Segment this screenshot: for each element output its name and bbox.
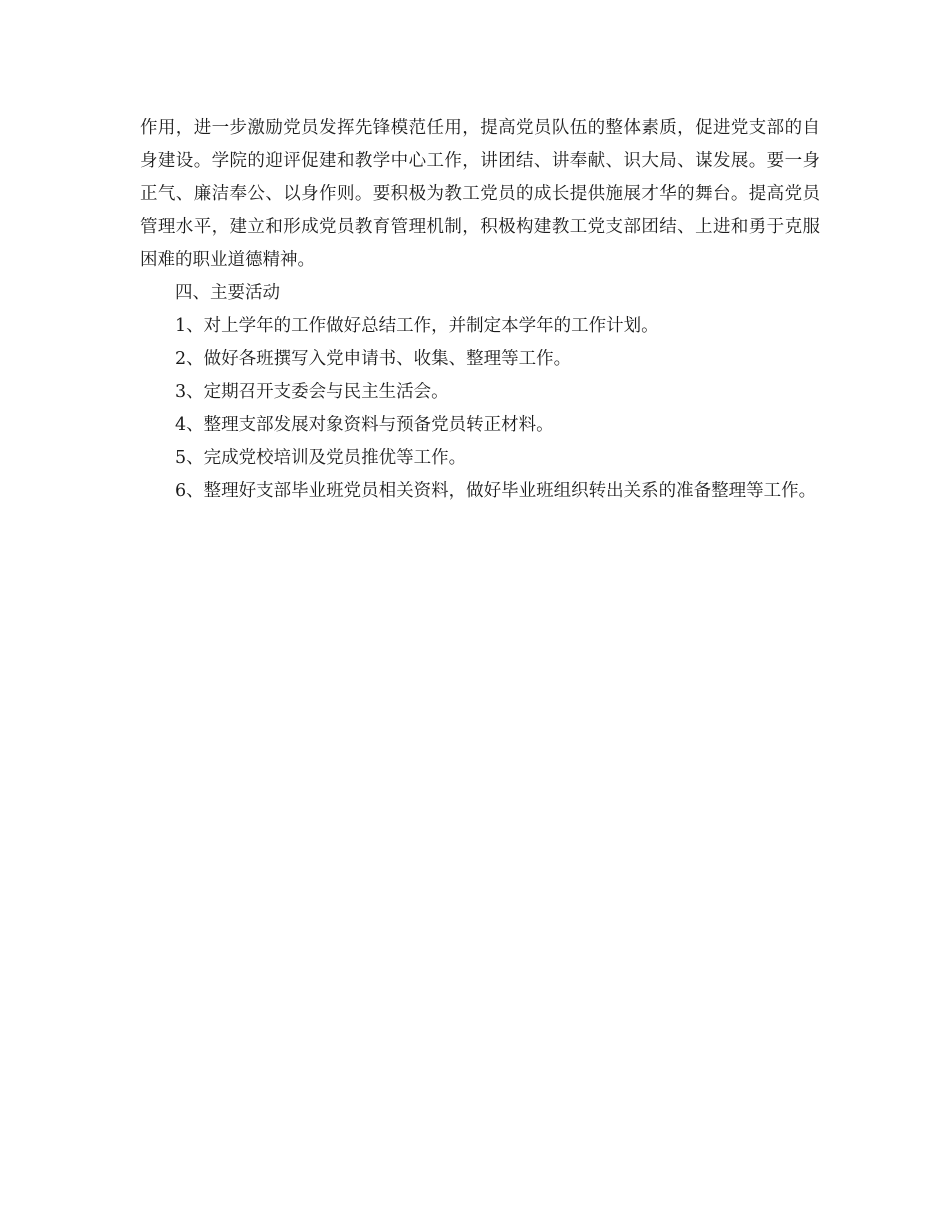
document-body [140,112,820,508]
activity-item-1: 1、对上学年的工作做好总结工作，并制定本学年的工作计划。 [175,316,659,336]
section-heading-main-activities: 四、主要活动 [175,283,280,303]
activity-item-6: 6、整理好支部毕业班党员相关资料，做好毕业班组织转出关系的准备整理等工作。 [175,481,817,501]
activity-item-3: 3、定期召开支委会与民主生活会。 [175,382,449,402]
body-paragraph: 作用，进一步激励党员发挥先锋模范任用，提高党员队伍的整体素质，促进党支部的自身建设。学院的迎评促建和教学中心工作，讲团结、讲奉献、识大局、谋发展。要一身正气、廉洁奉公、以身作则。要积极为教工党员的成长提供施展才华的舞台。提高党员管理水平，建立和形成党员教育管理机制，积极构建教工党支部团结、上进和勇于克服困难的职业道德精神。 [140,118,820,270]
activity-item-5: 5、完成党校培训及党员推优等工作。 [175,448,467,468]
activity-item-2: 2、做好各班撰写入党申请书、收集、整理等工作。 [175,349,572,369]
activity-item-4: 4、整理支部发展对象资料与预备党员转正材料。 [175,415,554,435]
